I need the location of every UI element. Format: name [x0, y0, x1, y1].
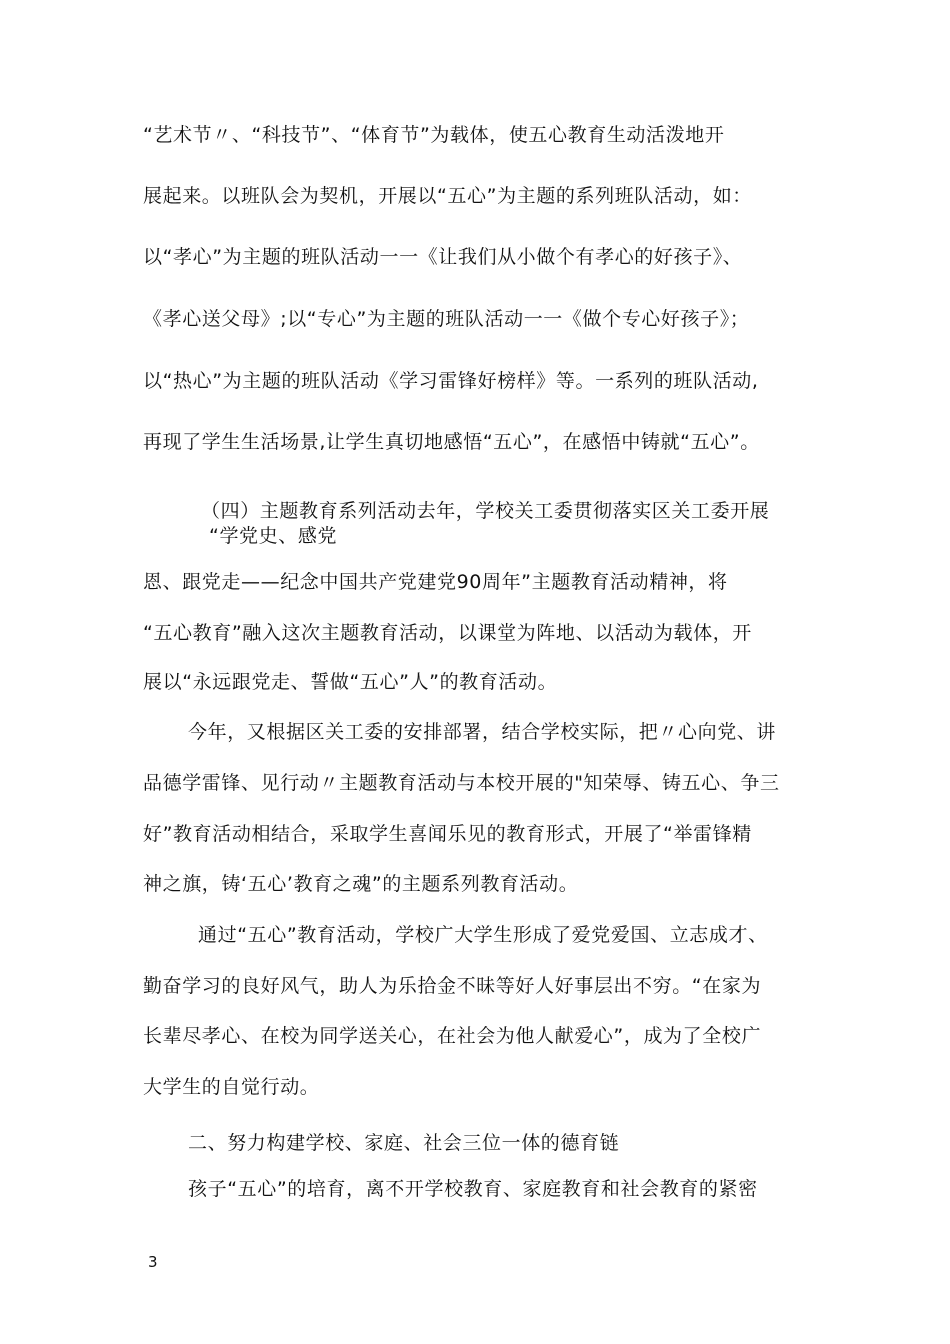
section-heading: 二、努力构建学校、家庭、社会三位一体的德育链	[188, 1132, 620, 1154]
text-line: “艺术节〃、“科技节”、“体育节”为载体，使五心教育生动活泼地开	[143, 124, 725, 146]
paragraph-start-line: 今年，又根据区关工委的安排部署，结合学校实际，把〃心向党、讲	[188, 721, 777, 743]
paragraph-start-line: 孩子“五心”的培育，离不开学校教育、家庭教育和社会教育的紧密	[188, 1178, 758, 1200]
text-line: “五心教育”融入这次主题教育活动，以课堂为阵地、以活动为载体，开	[143, 622, 752, 644]
section-heading-line: “学党史、感党	[209, 525, 338, 547]
text-line: 《孝心送父母》;以“专心”为主题的班队活动一一《做个专心好孩子》；	[143, 308, 750, 330]
text-line: 展起来。以班队会为契机，开展以“五心”为主题的系列班队活动，如：	[143, 185, 752, 207]
text-line: 大学生的自觉行动。	[143, 1076, 320, 1098]
text-line: 勤奋学习的良好风气，助人为乐拾金不昧等好人好事层出不穷。“在家为	[143, 975, 762, 997]
text-line: 展以“永远跟党走、誓做“五心”人”的教育活动。	[143, 671, 558, 693]
text-line: 恩、跟党走——纪念中国共产党建党90周年”主题教育活动精神，将	[143, 571, 728, 593]
text-line: 品德学雷锋、见行动〃主题教育活动与本校开展的"知荣辱、铸五心、争三	[143, 772, 780, 794]
paragraph-start-line: 通过“五心”教育活动，学校广大学生形成了爱党爱国、立志成才、	[198, 924, 768, 946]
text-line: 长辈尽孝心、在校为同学送关心，在社会为他人献爱心”，成为了全校广	[143, 1025, 762, 1047]
text-line: 神之旗，铸‘五心’教育之魂”的主题系列教育活动。	[143, 873, 579, 895]
text-line: 以“孝心”为主题的班队活动一一《让我们从小做个有孝心的好孩子》、	[143, 246, 743, 268]
text-line: 以“热心”为主题的班队活动《学习雷锋好榜样》等。一系列的班队活动,	[143, 370, 759, 392]
text-line: 好”教育活动相结合，采取学生喜闻乐见的教育形式，开展了“举雷锋精	[143, 823, 752, 845]
section-heading-line: （四）主题教育系列活动去年，学校关工委贯彻落实区关工委开展	[201, 500, 770, 522]
text-line: 再现了学生生活场景,让学生真切地感悟“五心”，在感悟中铸就“五心”。	[143, 431, 760, 453]
page-number: 3	[148, 1253, 158, 1271]
